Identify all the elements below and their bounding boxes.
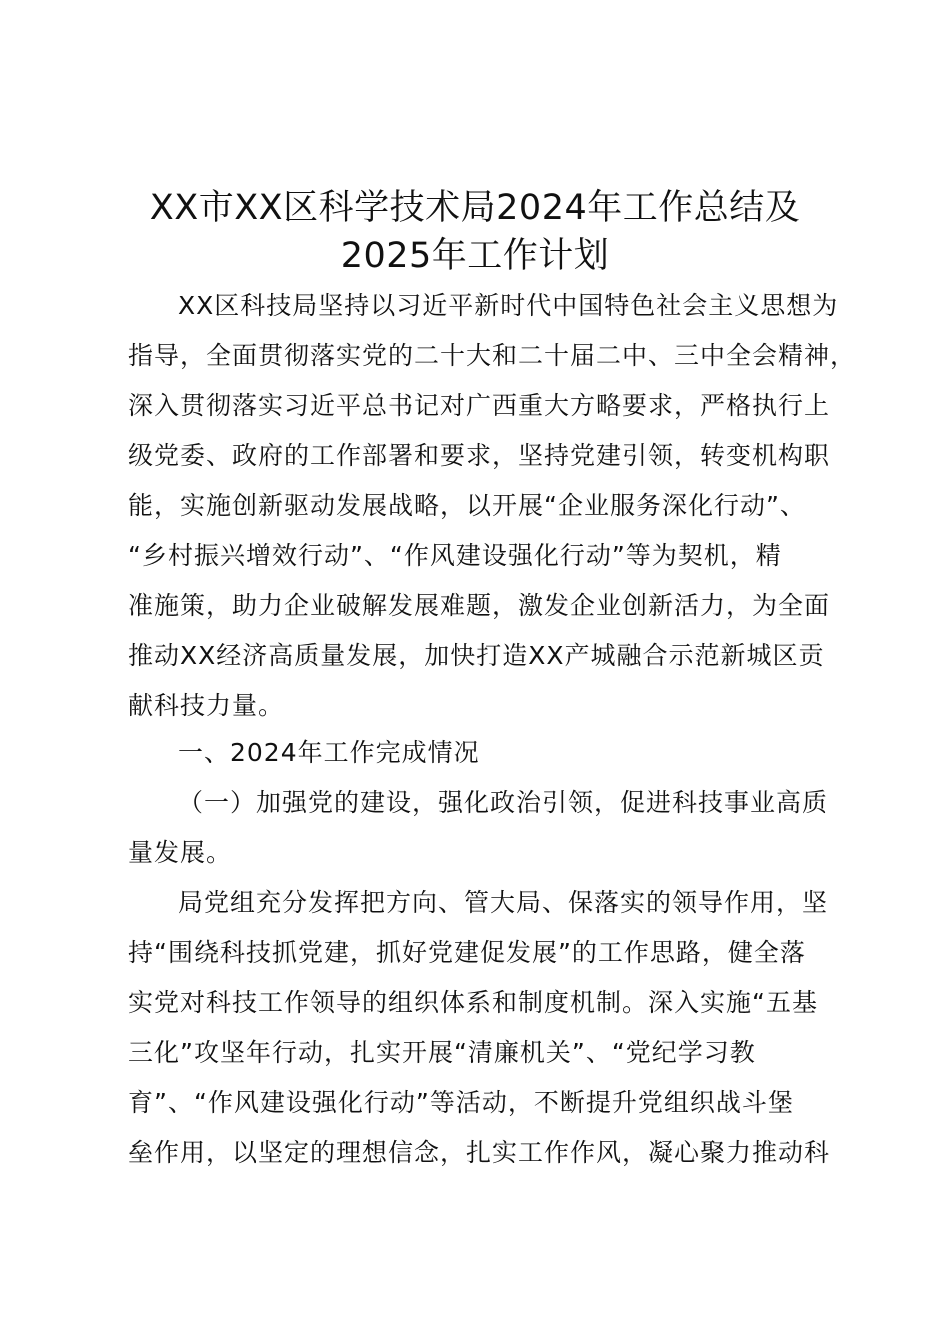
paragraph-2-line: 持“围绕科技抓党建，抓好党建促发展”的工作思路，健全落: [128, 938, 806, 967]
paragraph-2-line: 垒作用，以坚定的理想信念，扎实工作作风，凝心聚力推动科: [128, 1138, 831, 1167]
intro-line: 推动XX经济高质量发展，加快打造XX产城融合示范新城区贡: [128, 641, 825, 670]
paragraph-2-line: 三化”攻坚年行动，扎实开展“清廉机关”、“党纪学习教: [128, 1038, 756, 1067]
intro-line: 指导，全面贯彻落实党的二十大和二十届二中、三中全会精神，: [128, 341, 857, 370]
intro-line: 准施策，助力企业破解发展难题，激发企业创新活力，为全面: [128, 591, 831, 620]
paragraph-2-line: 实党对科技工作领导的组织体系和制度机制。深入实施“五基: [128, 988, 818, 1017]
subsection-1-line: 量发展。: [128, 838, 233, 867]
intro-line: “乡村振兴增效行动”、“作风建设强化行动”等为契机，精: [128, 541, 782, 570]
subsection-1: [128, 778, 840, 878]
intro-line: XX区科技局坚持以习近平新时代中国特色社会主义思想为: [178, 291, 839, 320]
paragraph-2-line: 育”、“作风建设强化行动”等活动，不断提升党组织战斗堡: [128, 1088, 794, 1117]
document-title-line-2: 2025年工作计划: [340, 236, 610, 276]
intro-line: 深入贯彻落实习近平总书记对广西重大方略要求，严格执行上: [128, 391, 831, 420]
paragraph-2: [128, 878, 840, 1178]
intro-line: 级党委、政府的工作部署和要求，坚持党建引领，转变机构职: [128, 441, 831, 470]
intro-line: 献科技力量。: [128, 691, 285, 720]
subsection-1-line: （一）加强党的建设，强化政治引领，促进科技事业高质: [178, 788, 829, 817]
section-1-heading-block: [128, 728, 840, 778]
paragraph-2-line: 局党组充分发挥把方向、管大局、保落实的领导作用，坚: [178, 888, 829, 917]
intro-paragraph: [128, 281, 857, 731]
intro-line: 能，实施创新驱动发展战略，以开展“企业服务深化行动”、: [128, 491, 806, 520]
document-title-line-1: XX市XX区科学技术局2024年工作总结及: [149, 188, 801, 228]
section-1-heading: 一、2024年工作完成情况: [178, 738, 480, 767]
